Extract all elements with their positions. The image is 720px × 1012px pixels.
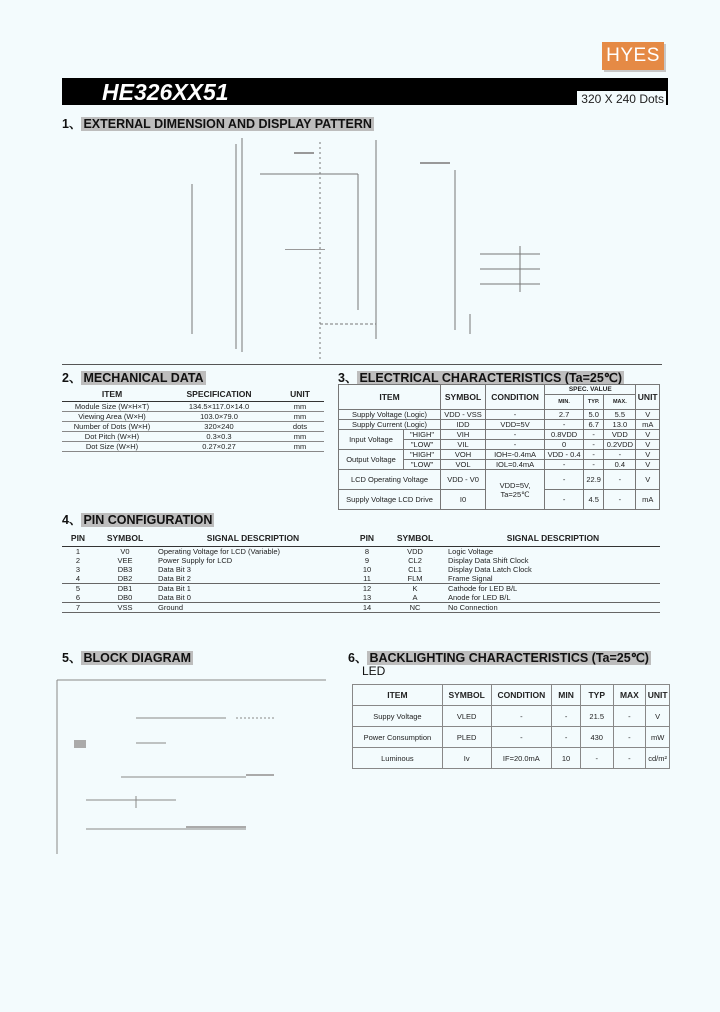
elec-cond: VDD=5V (486, 420, 545, 430)
table-row (353, 748, 670, 769)
elec-symbol: VOL (441, 460, 486, 470)
table-row (62, 603, 660, 613)
pin-configuration-table (62, 530, 660, 613)
elec-item: Supply Voltage LCD Drive (339, 490, 441, 510)
elec-symbol: VIH (441, 430, 486, 440)
elec-cond: VDD=5V, Ta=25℃ (486, 470, 545, 510)
pin-number: 7 (62, 603, 94, 613)
pin-description: Anode for LED B/L (446, 593, 660, 603)
elec-typ: - (584, 440, 604, 450)
mech-spec: 103.0×79.0 (162, 412, 276, 422)
elec-col-unit: UNIT (636, 385, 660, 410)
elec-symbol: VDD - VSS (441, 410, 486, 420)
pin-symbol: DB0 (94, 593, 156, 603)
bl-unit: cd/m² (646, 748, 670, 769)
elec-min: VDD - 0.4 (545, 450, 584, 460)
mech-col-unit: UNIT (276, 386, 324, 402)
mech-unit: mm (276, 412, 324, 422)
pin-symbol: FLM (384, 574, 446, 584)
pin-number: 9 (364, 556, 370, 565)
pin-symbol: CL2 (408, 556, 422, 565)
bl-condition: - (491, 727, 552, 748)
pin-col-pin: PIN (62, 530, 94, 547)
elec-cond: - (486, 430, 545, 440)
elec-max: 0.2VDD (604, 440, 636, 450)
elec-typ: - (584, 450, 604, 460)
mech-unit: dots (276, 422, 324, 432)
pin-number: 6 (62, 593, 94, 603)
mech-spec: 320×240 (162, 422, 276, 432)
block-diagram (56, 678, 328, 856)
elec-typ: 22.9 (584, 470, 604, 490)
hyes-logo: HYES (602, 42, 664, 70)
mech-unit: mm (276, 432, 324, 442)
pin-number: 1 (75, 547, 81, 556)
elec-typ: - (584, 430, 604, 440)
pin-description: Logic Voltage (448, 547, 494, 556)
mech-item: Dot Pitch (W×H) (62, 432, 162, 442)
mechanical-data-table (62, 386, 324, 452)
mech-unit: mm (276, 402, 324, 412)
pin-description: Display Data Latch Clock (448, 565, 532, 574)
mech-col-item: ITEM (62, 386, 162, 402)
pin-col-desc: SIGNAL DESCRIPTION (156, 530, 350, 547)
bl-col-unit: UNIT (646, 685, 670, 706)
pin-symbol: CL1 (408, 565, 422, 574)
elec-symbol: VDD - V0 (441, 470, 486, 490)
pin-description: Data Bit 1 (158, 584, 191, 593)
mech-item: Dot Size (W×H) (62, 442, 162, 452)
pin-description: Data Bit 0 (156, 593, 350, 603)
elec-level: "LOW" (404, 440, 441, 450)
elec-level: "HIGH" (404, 430, 441, 440)
table-row (339, 470, 660, 490)
bl-typ: 430 (580, 727, 613, 748)
elec-unit: mA (636, 490, 660, 510)
section-2-heading: 2、 MECHANICAL DATA (62, 371, 204, 385)
bl-item: Power Consumption (353, 727, 443, 748)
elec-min: 0.8VDD (545, 430, 584, 440)
elec-col-spec: SPEC. VALUE (545, 385, 636, 395)
table-row (339, 450, 660, 460)
elec-min: - (545, 420, 584, 430)
elec-min: 2.7 (545, 410, 584, 420)
bl-item: Luminous (353, 748, 443, 769)
bl-item: Suppy Voltage (353, 706, 443, 727)
elec-col-min: MIN. (545, 395, 584, 410)
bl-min: - (552, 727, 581, 748)
elec-col-condition: CONDITION (486, 385, 545, 410)
bl-condition: IF=20.0mA (491, 748, 552, 769)
section-5-heading: 5、 BLOCK DIAGRAM (62, 651, 192, 665)
bl-col-condition: CONDITION (491, 685, 552, 706)
table-row (62, 442, 324, 452)
divider-1 (62, 364, 662, 365)
pin-symbol: VEE (117, 556, 133, 565)
mech-item: Module Size (W×H×T) (62, 402, 162, 412)
elec-unit: mA (636, 420, 660, 430)
elec-unit: V (636, 470, 660, 490)
table-row (339, 410, 660, 420)
section-3-heading: 3、 ELECTRICAL CHARACTERISTICS (Ta=25℃) (338, 371, 623, 385)
table-row (62, 432, 324, 442)
elec-level: "HIGH" (404, 450, 441, 460)
pin-number: 5 (75, 584, 81, 593)
pin-description: No Connection (446, 603, 660, 613)
pin-number: 8 (364, 547, 370, 556)
model-number: HE326XX51 (102, 79, 229, 105)
mech-item: Viewing Area (W×H) (62, 412, 162, 422)
elec-typ: 5.0 (584, 410, 604, 420)
pin-symbol: VSS (94, 603, 156, 613)
pin-number: 13 (350, 593, 384, 603)
pin-number: 10 (362, 565, 372, 574)
elec-max: VDD (604, 430, 636, 440)
elec-level: "LOW" (404, 460, 441, 470)
elec-item: Output Voltage (339, 450, 404, 470)
elec-item: LCD Operating Voltage (339, 470, 441, 490)
elec-item: Input Voltage (339, 430, 404, 450)
section-4-heading: 4、 PIN CONFIGURATION (62, 513, 213, 527)
table-row (62, 593, 660, 603)
bl-condition: - (491, 706, 552, 727)
section-6-heading: 6、 BACKLIGHTING CHARACTERISTICS (Ta=25℃) (348, 651, 649, 665)
model-title-bar (62, 78, 668, 105)
pin-description: Cathode for LED B/L (448, 584, 518, 593)
elec-min: - (545, 470, 584, 490)
mech-unit: mm (276, 442, 324, 452)
elec-typ: 6.7 (584, 420, 604, 430)
pin-symbol: V0 (120, 547, 130, 556)
bl-max: - (613, 727, 646, 748)
bl-col-min: MIN (552, 685, 581, 706)
pin-number: 11 (350, 574, 384, 584)
pin-symbol: NC (384, 603, 446, 613)
pin-col-symbol-2: SYMBOL (384, 530, 446, 547)
elec-col-typ: TYP. (584, 395, 604, 410)
pin-symbol: DB3 (117, 565, 133, 574)
pin-number: 3 (75, 565, 81, 574)
bl-col-max: MAX (613, 685, 646, 706)
pin-number: 14 (350, 603, 384, 613)
bl-col-item: ITEM (353, 685, 443, 706)
mech-spec: 0.3×0.3 (162, 432, 276, 442)
table-row (62, 422, 324, 432)
table-row (62, 402, 324, 412)
bl-symbol: PLED (442, 727, 491, 748)
elec-max: - (604, 450, 636, 460)
bl-max: - (613, 748, 646, 769)
bl-min: 10 (552, 748, 581, 769)
elec-cond: IOL=0.4mA (486, 460, 545, 470)
elec-max: 0.4 (604, 460, 636, 470)
mech-spec: 134.5×117.0×14.0 (162, 402, 276, 412)
pin-col-pin-2: PIN (350, 530, 384, 547)
elec-symbol: VIL (441, 440, 486, 450)
pin-symbol: A (384, 593, 446, 603)
pin-col-desc-2: SIGNAL DESCRIPTION (446, 530, 660, 547)
elec-max: 13.0 (604, 420, 636, 430)
backlighting-table (352, 684, 670, 769)
mech-spec: 0.27×0.27 (162, 442, 276, 452)
elec-unit: V (636, 460, 660, 470)
table-row (62, 547, 660, 557)
bl-col-symbol: SYMBOL (442, 685, 491, 706)
pin-number: 2 (75, 556, 81, 565)
elec-max: - (604, 470, 636, 490)
elec-min: - (545, 490, 584, 510)
bl-symbol: VLED (442, 706, 491, 727)
elec-symbol: VOH (441, 450, 486, 460)
pin-symbol: DB2 (94, 574, 156, 584)
bl-min: - (552, 706, 581, 727)
elec-col-max: MAX. (604, 395, 636, 410)
elec-col-item: ITEM (339, 385, 441, 410)
elec-max: - (604, 490, 636, 510)
elec-item: Supply Current (Logic) (339, 420, 441, 430)
elec-typ: - (584, 460, 604, 470)
led-label: LED (362, 664, 386, 678)
pin-description: Frame Signal (446, 574, 660, 584)
pin-symbol: DB1 (117, 584, 133, 593)
bl-col-typ: TYP (580, 685, 613, 706)
pin-number: 12 (362, 584, 372, 593)
elec-symbol: I0 (441, 490, 486, 510)
table-row (62, 412, 324, 422)
pin-col-symbol: SYMBOL (94, 530, 156, 547)
elec-col-symbol: SYMBOL (441, 385, 486, 410)
elec-unit: V (636, 440, 660, 450)
pin-symbol: K (412, 584, 418, 593)
elec-typ: 4.5 (584, 490, 604, 510)
bl-typ: - (580, 748, 613, 769)
elec-cond: - (486, 440, 545, 450)
pin-description: Data Bit 2 (156, 574, 350, 584)
external-dimension-drawing (180, 134, 550, 364)
elec-symbol: IDD (441, 420, 486, 430)
pin-description: Ground (156, 603, 350, 613)
elec-cond: IOH=-0.4mA (486, 450, 545, 460)
elec-unit: V (636, 450, 660, 460)
elec-cond: - (486, 410, 545, 420)
elec-max: 5.5 (604, 410, 636, 420)
pin-description: Power Supply for LCD (158, 556, 233, 565)
resolution-label: 320 X 240 Dots (577, 91, 666, 106)
table-row (339, 430, 660, 440)
pin-description: Operating Voltage for LCD (Variable) (158, 547, 281, 556)
section-1-heading: 1、 EXTERNAL DIMENSION AND DISPLAY PATTERN (62, 117, 372, 131)
bl-unit: V (646, 706, 670, 727)
bl-typ: 21.5 (580, 706, 613, 727)
elec-unit: V (636, 430, 660, 440)
table-row (62, 574, 660, 584)
elec-min: 0 (545, 440, 584, 450)
table-row (353, 727, 670, 748)
elec-min: - (545, 460, 584, 470)
table-row (62, 556, 660, 565)
table-row (353, 706, 670, 727)
pin-description: Display Data Shift Clock (448, 556, 529, 565)
mech-col-spec: SPECIFICATION (162, 386, 276, 402)
pin-symbol: VDD (407, 547, 423, 556)
pin-description: Data Bit 3 (158, 565, 191, 574)
electrical-characteristics-table (338, 384, 660, 510)
table-row (339, 420, 660, 430)
bl-unit: mW (646, 727, 670, 748)
table-row (62, 584, 660, 594)
elec-unit: V (636, 410, 660, 420)
mech-item: Number of Dots (W×H) (62, 422, 162, 432)
bl-max: - (613, 706, 646, 727)
elec-item: Supply Voltage (Logic) (339, 410, 441, 420)
pin-number: 4 (62, 574, 94, 584)
bl-symbol: Iv (442, 748, 491, 769)
table-row (62, 565, 660, 574)
